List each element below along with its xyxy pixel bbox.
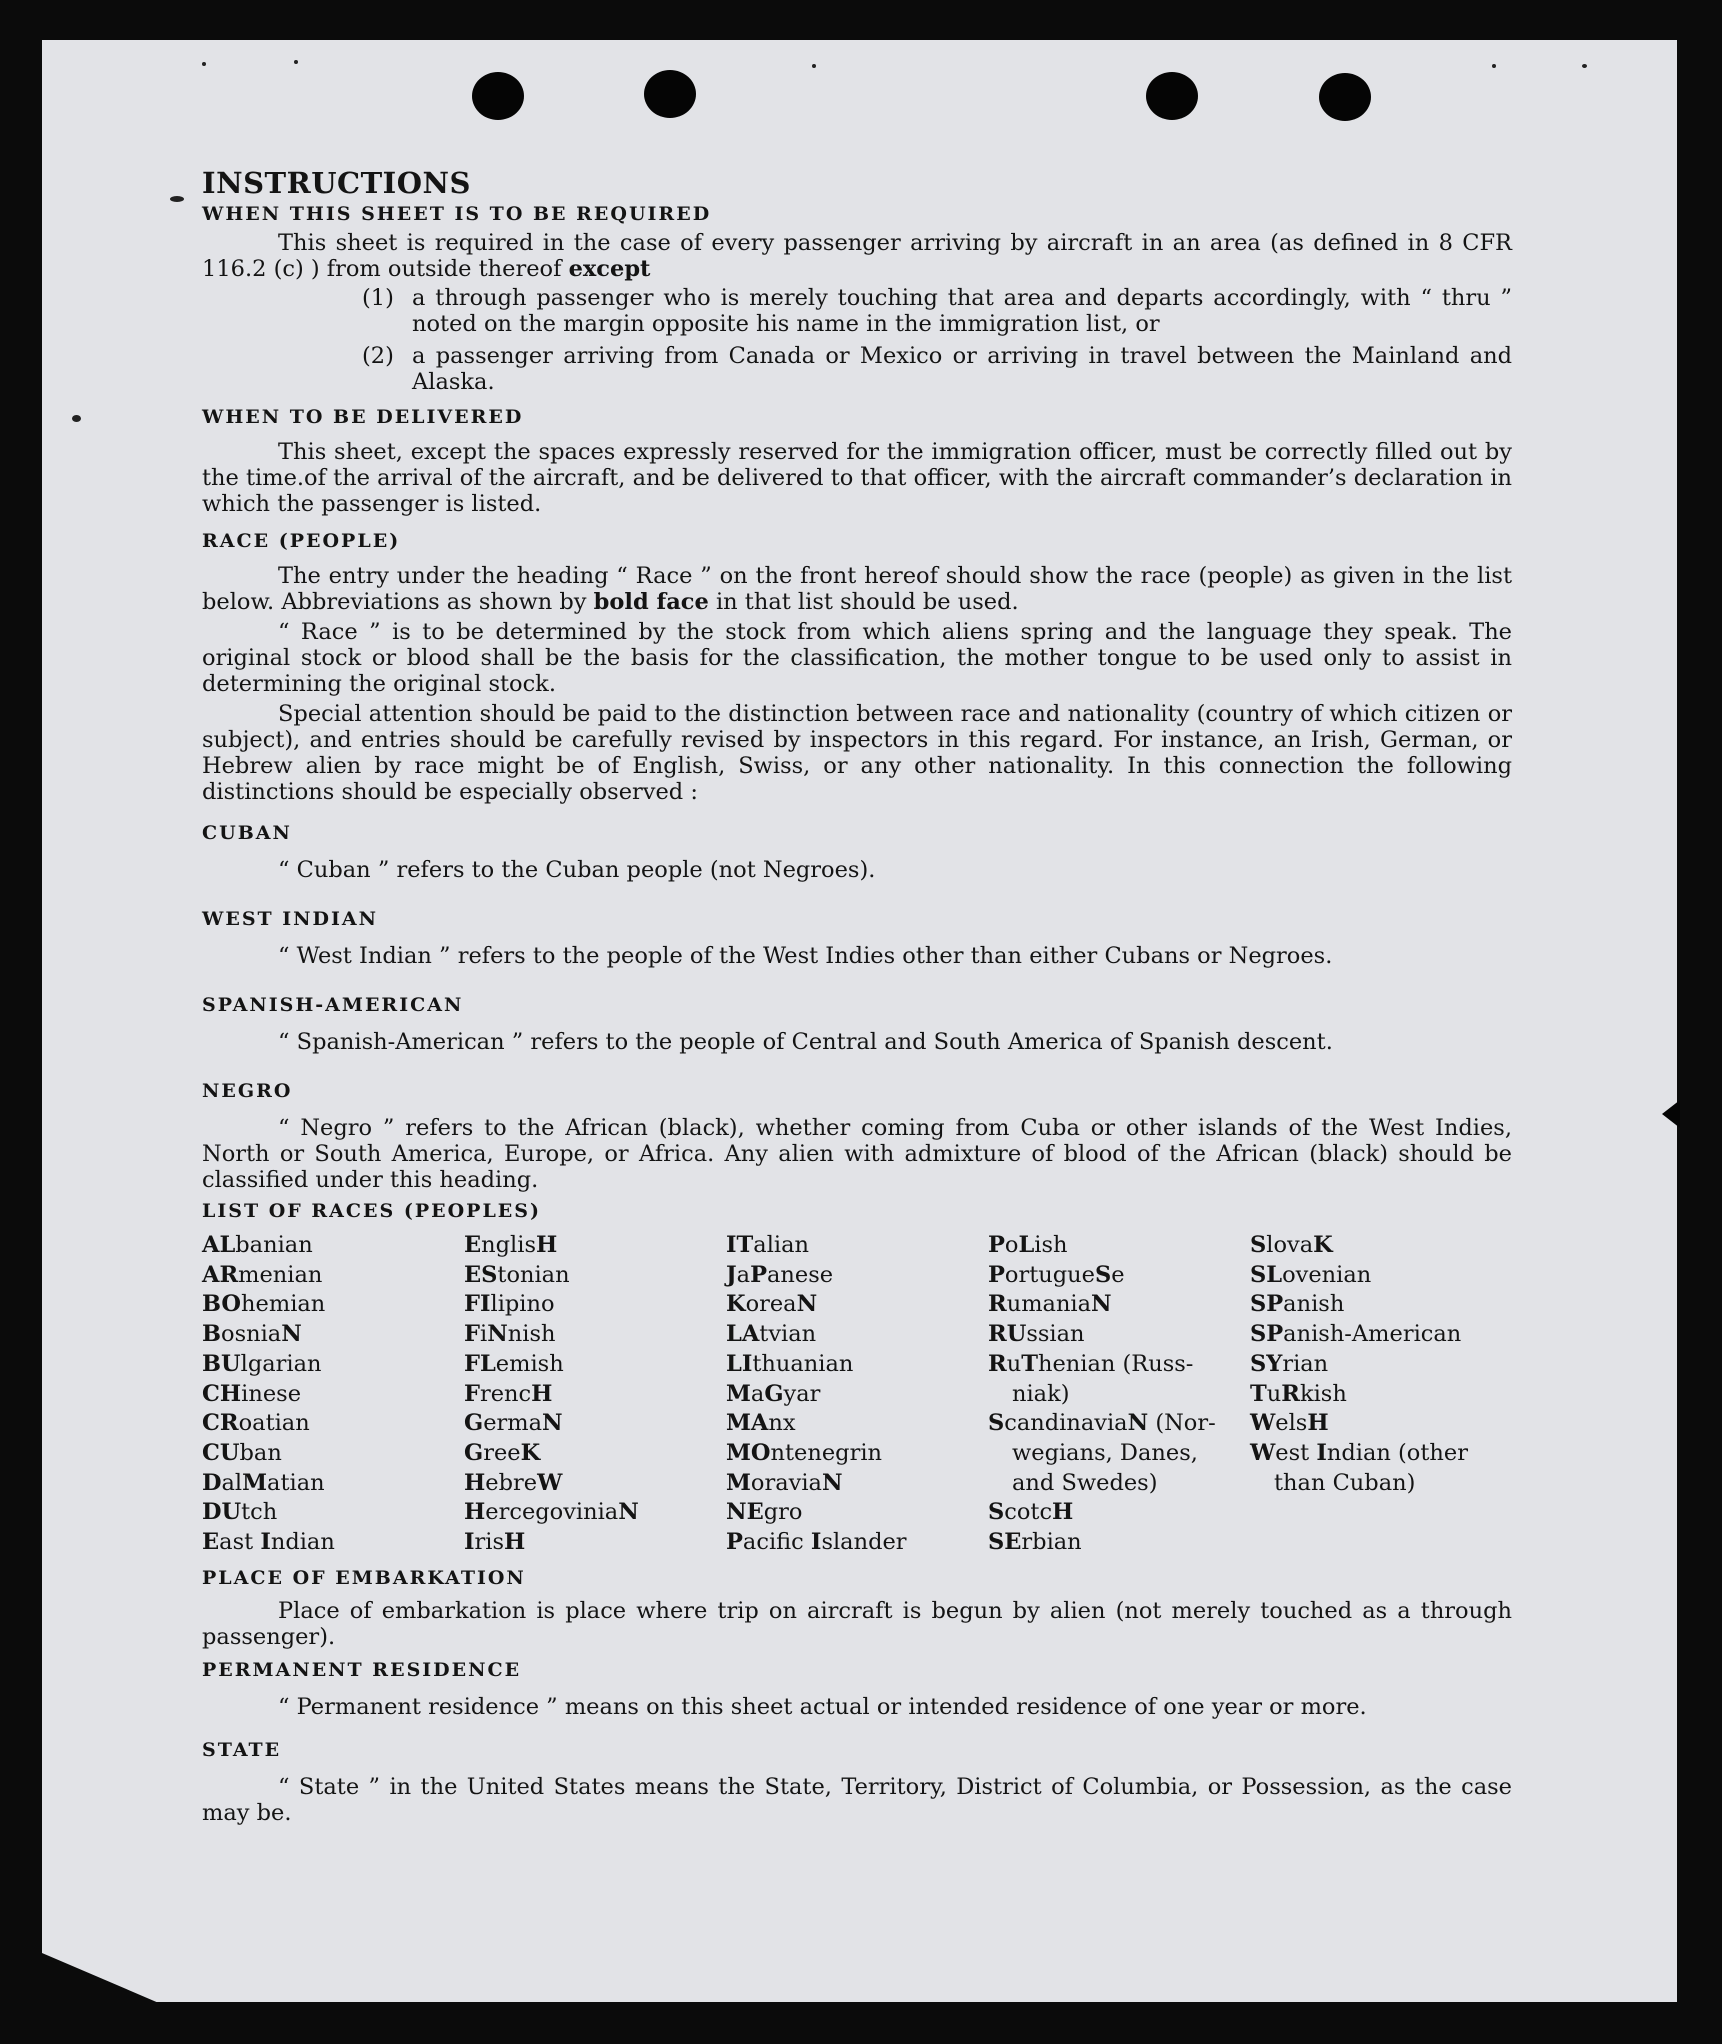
race-entry: PoLish <box>988 1232 1068 1258</box>
race-entry: HebreW <box>464 1469 563 1496</box>
race-entry: Pacific Islander <box>726 1529 907 1556</box>
race-entry: SLovenian <box>1250 1261 1372 1288</box>
speck <box>72 415 81 422</box>
paragraph-negro: “ Negro ” refers to the African (black), whether coming from Cuba or other islands of the West Indies, North or South America, Europe, or Africa. Any alien with admixture of blood of the African (black) should be classified under this heading. <box>202 1115 1512 1193</box>
punch-hole <box>472 72 524 120</box>
race-entry: MAnx <box>726 1410 796 1437</box>
race-entry: MaGyar <box>726 1380 821 1407</box>
paragraph-state: “ State ” in the United States means the State, Territory, District of Columbia, or Possession, as the case may be. <box>202 1773 1512 1826</box>
race-list <box>202 1231 1512 1558</box>
race-entry: ScandinaviaN (Nor- <box>988 1410 1216 1437</box>
punch-hole <box>1319 73 1371 121</box>
punch-hole <box>644 70 696 118</box>
heading-permanent-residence: PERMANENT RESIDENCE <box>202 1658 522 1681</box>
race-entry: ITalian <box>726 1232 809 1258</box>
race-entry: FiNnish <box>464 1321 556 1348</box>
paragraph-when-delivered: This sheet, except the spaces expressly reserved for the immigration officer, must be correctly filled out by the time.of the arrival of the aircraft, and be delivered to that officer, with the aircraft commander’s declaration in which the passenger is listed. <box>202 439 1512 517</box>
race-entry: RUssian <box>988 1321 1085 1348</box>
race-entry: RumaniaN <box>988 1291 1112 1318</box>
race-entry: JaPanese <box>726 1261 834 1288</box>
race-column <box>988 1231 1250 1558</box>
race-entry: KoreaN <box>726 1291 818 1318</box>
race-entry: RuThenian (Russ- <box>988 1350 1194 1377</box>
paragraph-west-indian: “ West Indian ” refers to the people of the West Indies other than either Cubans or Negroes. <box>278 943 1333 969</box>
paragraph-race-1: The entry under the heading “ Race ” on the front hereof should show the race (people) as given in the list below. Abbreviations as shown by bold face in that list should be used. <box>202 563 1512 615</box>
race-entry: DUtch <box>202 1499 278 1526</box>
paragraph-race-2: “ Race ” is to be determined by the stock from which aliens spring and the language they speak. The original stock or blood shall be the basis for the classification, the mother tongue to be used only to assist in determining the original stock. <box>202 619 1512 697</box>
heading-race: RACE (PEOPLE) <box>202 530 401 552</box>
speck <box>1492 64 1496 68</box>
heading-when-delivered: WHEN TO BE DELIVERED <box>202 406 524 428</box>
heading-list-of-races: LIST OF RACES (PEOPLES) <box>202 1200 541 1222</box>
race-column <box>726 1231 988 1558</box>
race-entry: than Cuban) <box>1274 1469 1416 1496</box>
race-entry: HercegoviniaN <box>464 1499 639 1526</box>
race-entry: ARmenian <box>202 1261 323 1288</box>
race-column <box>202 1231 464 1558</box>
speck <box>1582 64 1587 68</box>
race-entry: GermaN <box>464 1410 563 1437</box>
race-entry: TuRkish <box>1250 1380 1347 1407</box>
page-title: INSTRUCTIONS <box>202 166 471 200</box>
heading-cuban: CUBAN <box>202 822 292 844</box>
race-entry: CUban <box>202 1439 282 1466</box>
exception-item <box>362 285 1512 337</box>
race-entry: SYrian <box>1250 1350 1329 1377</box>
race-entry: CHinese <box>202 1380 302 1407</box>
race-entry: FrencH <box>464 1380 553 1407</box>
race-entry: CRoatian <box>202 1410 310 1437</box>
race-entry: PortugueSe <box>988 1261 1125 1288</box>
race-entry: ScotcH <box>988 1499 1074 1526</box>
race-entry: BOhemian <box>202 1291 326 1318</box>
speck <box>294 60 298 64</box>
paragraph-spanish-american: “ Spanish-American ” refers to the people of Central and South America of Spanish descent. <box>278 1029 1333 1055</box>
race-entry: and Swedes) <box>1012 1469 1158 1496</box>
race-entry: EnglisH <box>464 1232 558 1258</box>
race-column <box>1250 1231 1512 1558</box>
race-entry: ALbanian <box>202 1232 313 1258</box>
paragraph-race-3: Special attention should be paid to the distinction between race and nationality (country of which citizen or subject), and entries should be carefully revised by inspectors in this regard. For instance, an Irish, German, or Hebrew alien by race might be of English, Swiss, or any other nationality. In this connection the following distinctions should be especially observed : <box>202 701 1512 805</box>
race-entry: FLemish <box>464 1350 564 1377</box>
speck <box>812 64 816 68</box>
item-text: a through passenger who is merely touching that area and departs accordingly, with “ thru ” noted on the margin opposite his name in the immigration list, or <box>412 285 1512 337</box>
race-entry: SlovaK <box>1250 1232 1333 1258</box>
race-entry: BUlgarian <box>202 1350 322 1377</box>
race-entry: EStonian <box>464 1261 570 1288</box>
paragraph-permanent-residence: “ Permanent residence ” means on this sheet actual or intended residence of one year or more. <box>278 1693 1367 1720</box>
race-entry: niak) <box>1012 1380 1070 1407</box>
race-entry: NEgro <box>726 1499 803 1526</box>
exception-item <box>362 343 1512 395</box>
heading-embarkation: PLACE OF EMBARKATION <box>202 1566 526 1589</box>
item-number: (1) <box>362 285 394 311</box>
heading-west-indian: WEST INDIAN <box>202 908 379 930</box>
race-entry: wegians, Danes, <box>1012 1439 1198 1466</box>
instructions-content <box>202 166 1512 1826</box>
race-entry: IrisH <box>464 1529 526 1556</box>
paragraph-embarkation: Place of embarkation is place where trip on aircraft is begun by alien (not merely touched as a through passenger). <box>202 1597 1512 1650</box>
speck <box>202 62 206 66</box>
race-entry: LIthuanian <box>726 1350 854 1377</box>
race-entry: BosniaN <box>202 1321 302 1348</box>
heading-state: STATE <box>202 1738 282 1761</box>
race-entry: SPanish <box>1250 1291 1345 1318</box>
speck <box>170 196 184 202</box>
race-column <box>464 1231 726 1558</box>
race-entry: East Indian <box>202 1529 335 1556</box>
race-entry: DalMatian <box>202 1469 325 1496</box>
race-entry: MoraviaN <box>726 1469 843 1496</box>
race-entry: MOntenegrin <box>726 1439 883 1466</box>
paragraph-cuban: “ Cuban ” refers to the Cuban people (not Negroes). <box>278 857 876 883</box>
race-entry: FIlipino <box>464 1291 555 1318</box>
race-entry: SPanish-American <box>1250 1321 1462 1348</box>
race-entry: West Indian (other <box>1250 1439 1468 1466</box>
item-text: a passenger arriving from Canada or Mexico or arriving in travel between the Mainland and Alaska. <box>412 343 1512 395</box>
race-entry: SErbian <box>988 1529 1082 1556</box>
heading-negro: NEGRO <box>202 1080 293 1102</box>
sheet-notch <box>1662 1100 1680 1128</box>
race-entry: WelsH <box>1250 1410 1329 1437</box>
item-number: (2) <box>362 343 394 369</box>
heading-when-required: WHEN THIS SHEET IS TO BE REQUIRED <box>202 203 712 225</box>
race-entry: LAtvian <box>726 1321 817 1348</box>
paragraph-when-required: This sheet is required in the case of every passenger arriving by aircraft in an area (as defined in 8 CFR 116.2 (c) ) from outside thereof except <box>202 230 1512 282</box>
race-entry: GreeK <box>464 1439 541 1466</box>
heading-spanish-american: SPANISH-AMERICAN <box>202 994 464 1016</box>
punch-hole <box>1146 72 1198 120</box>
